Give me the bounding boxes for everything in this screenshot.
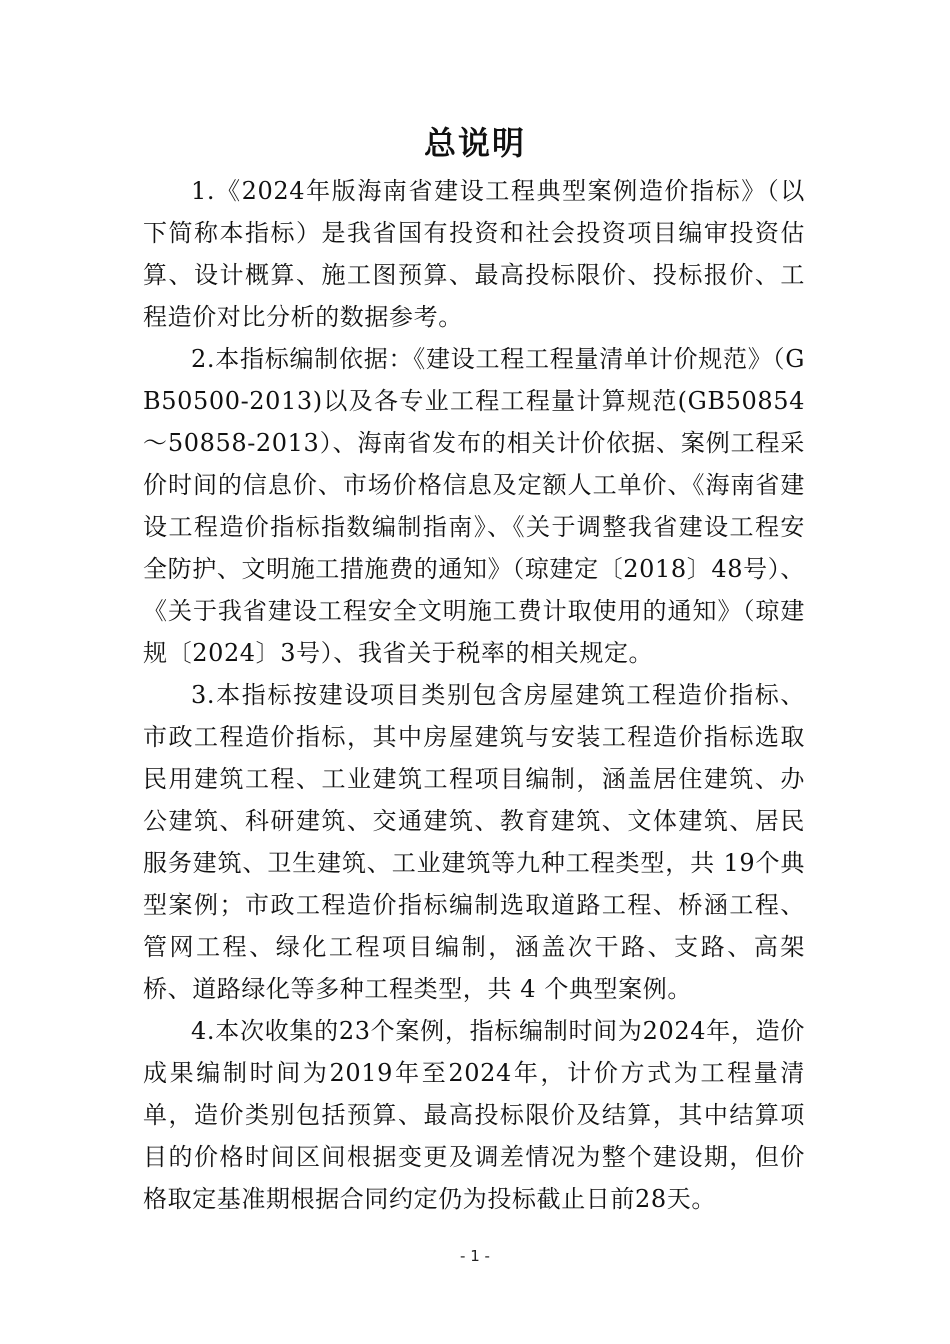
document-body: [143, 170, 805, 1220]
paragraph-2: 2.本指标编制依据：《建设工程工程量清单计价规范》（GB50500-2013)以及各专业工程工程量计算规范(GB50854～50858-2013）、海南省发布的相关计价依据、案例工程采价时间的信息价、市场价格信息及定额人工单价、《海南省建设工程造价指标指数编制指南》、《关于调整我省建设工程安全防护、文明施工措施费的通知》（琼建定〔2018〕48号）、《关于我省建设工程安全文明施工费计取使用的通知》（琼建规〔2024〕3号）、我省关于税率的相关规定。: [143, 345, 805, 667]
paragraph-1: 1.《2024年版海南省建设工程典型案例造价指标》（以下简称本指标）是我省国有投资和社会投资项目编审投资估算、设计概算、施工图预算、最高投标限价、投标报价、工程造价对比分析的数据参考。: [143, 177, 805, 331]
page-title: 总说明: [423, 124, 526, 162]
page-number: - 1 -: [460, 1247, 490, 1265]
paragraph-4: 4.本次收集的23个案例，指标编制时间为2024年，造价成果编制时间为2019年至2024年，计价方式为工程量清单，造价类别包括预算、最高投标限价及结算，其中结算项目的价格时间区间根据变更及调差情况为整个建设期，但价格取定基准期根据合同约定仍为投标截止日前28天。: [143, 1017, 805, 1213]
paragraph-3: 3.本指标按建设项目类别包含房屋建筑工程造价指标、市政工程造价指标，其中房屋建筑与安装工程造价指标选取民用建筑工程、工业建筑工程项目编制，涵盖居住建筑、办公建筑、科研建筑、交通建筑、教育建筑、文体建筑、居民服务建筑、卫生建筑、工业建筑等九种工程类型，共 19个典型案例；市政工程造价指标编制选取道路工程、桥涵工程、管网工程、绿化工程项目编制，涵盖次干路、支路、高架桥、道路绿化等多种工程类型，共 4 个典型案例。: [143, 681, 805, 1003]
